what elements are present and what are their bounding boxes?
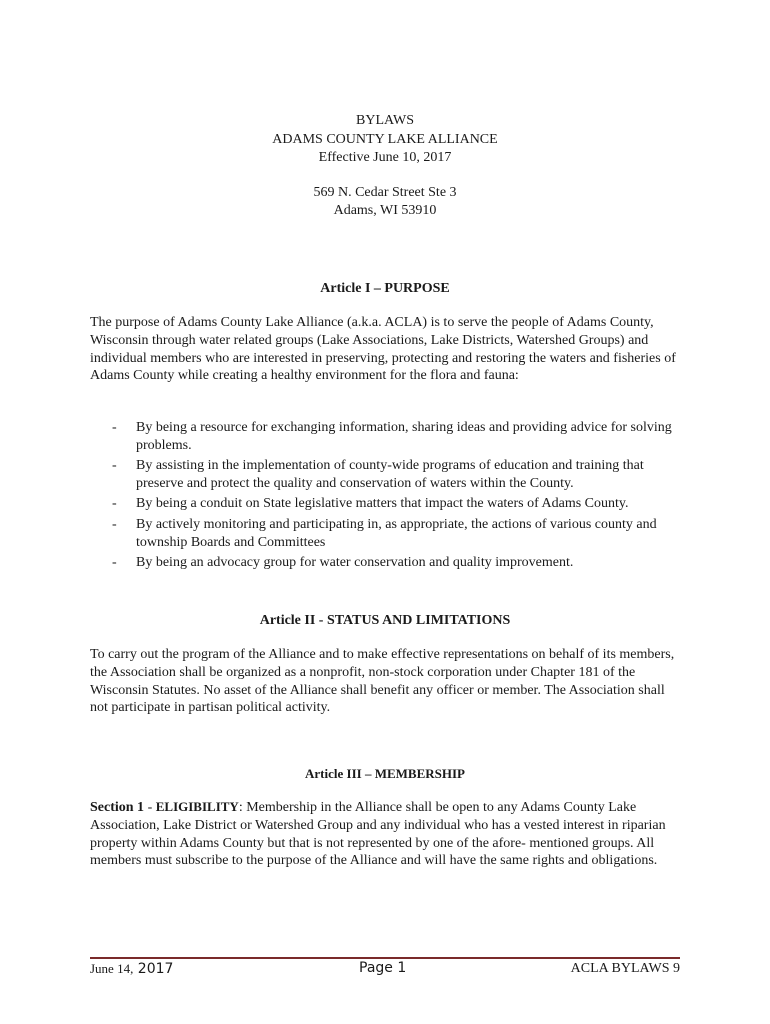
bullet-text: By being an advocacy group for water conservation and quality improvement.	[136, 554, 574, 570]
footer-date-prefix: June 14,	[90, 961, 134, 976]
section-1-separator: -	[144, 800, 156, 815]
bullet-text: By actively monitoring and participating in, as appropriate, the actions of various county and township Boards and Committees	[136, 516, 657, 550]
footer-page-number: Page 1	[359, 960, 407, 976]
footer-divider	[90, 957, 680, 959]
bullet-text: By being a conduit on State legislative matters that impact the waters of Adams County.	[136, 496, 629, 512]
article-3-section-1	[90, 798, 686, 870]
article-2-body: To carry out the program of the Alliance and to make effective representations on behalf of its members, the Association shall be organized as a nonprofit, non-stock corporation under Chapter 181 of the Wisconsin Statutes. No asset of the Alliance shall benefit any officer or member. The Association shall not participate in partisan political activity.	[90, 647, 675, 716]
bullet-dash: -	[112, 516, 117, 532]
purpose-bullet-list	[90, 419, 680, 574]
article-1-body: The purpose of Adams County Lake Alliance (a.k.a. ACLA) is to serve the people of Adams County, Wisconsin through water related groups (Lake Associations, Lake Districts, Watershed Groups) and individual members who are interested in preserving, protecting and restoring the waters and fisheries of Adams County while creating a healthy environment for the flora and fauna:	[90, 315, 676, 384]
list-item	[90, 419, 680, 455]
article-2-heading: Article II - STATUS AND LIMITATIONS	[259, 613, 511, 628]
section-1-body: : Membership in the Alliance shall be open to any Adams County Lake Association, Lake District or Watershed Group and any individual who has a vested interest in riparian property within Adams County but that is not represented by one of the afore- mentioned groups. All members must subscribe to the purpose of the Alliance and will have the same rights and obligations.	[90, 800, 666, 869]
bullet-text: By being a resource for exchanging information, sharing ideas and providing advice for solving problems.	[136, 420, 672, 453]
list-item	[90, 554, 680, 572]
article-1-heading: Article I – PURPOSE	[320, 281, 450, 296]
footer-doc-name: ACLA BYLAWS 9	[570, 961, 680, 976]
bullet-dash: -	[112, 458, 117, 474]
bullet-dash: -	[112, 496, 117, 512]
bullet-dash: -	[112, 420, 117, 435]
section-1-title: ELIGIBILITY	[155, 799, 239, 814]
footer-date	[90, 960, 173, 978]
address-line-2: Adams, WI 53910	[333, 203, 437, 218]
list-item	[90, 495, 680, 513]
org-name: ADAMS COUNTY LAKE ALLIANCE	[272, 132, 498, 147]
bullet-dash: -	[112, 554, 117, 570]
section-1-label: Section 1	[90, 800, 145, 815]
doc-title: BYLAWS	[356, 113, 414, 128]
effective-date: Effective June 10, 2017	[318, 150, 452, 165]
list-item	[90, 457, 680, 493]
bullet-text: By assisting in the implementation of county-wide programs of education and training that preserve and protect the quality and conservation of waters within the County.	[136, 458, 644, 491]
address-line-1: 569 N. Cedar Street Ste 3	[313, 185, 457, 200]
article-3-heading: Article III – MEMBERSHIP	[305, 766, 465, 781]
footer-date-year: 2017	[133, 961, 174, 977]
list-item	[90, 516, 680, 552]
